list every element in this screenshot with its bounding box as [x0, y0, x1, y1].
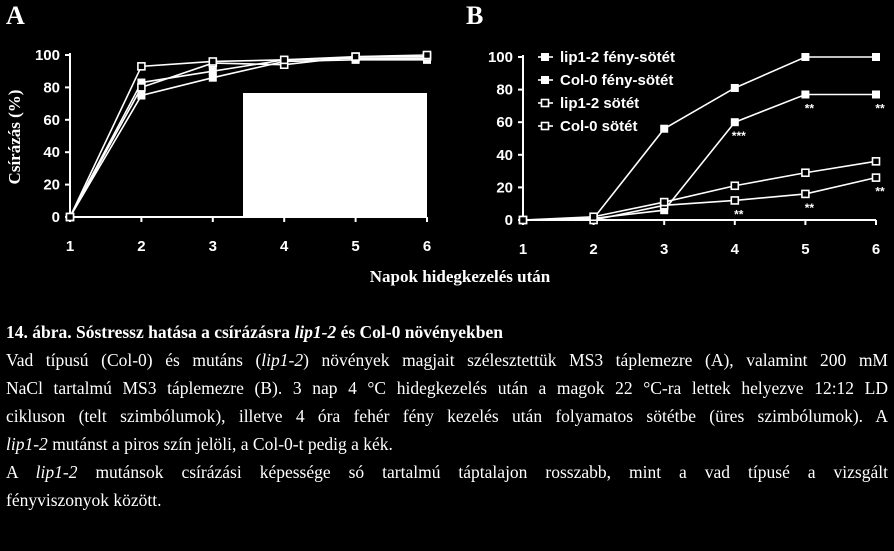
- data-point-col-0-dark: [209, 58, 216, 65]
- data-point-col-0-light-dark: [660, 125, 668, 133]
- significance-label: **: [875, 184, 885, 199]
- x-axis-label: Napok hidegkezelés után: [369, 267, 551, 286]
- y-axis-label: Csírázás (%): [5, 89, 24, 185]
- significance-label: **: [875, 101, 885, 116]
- data-point-col-0-light-dark: [731, 84, 739, 92]
- y-tick-label: 60: [496, 114, 513, 132]
- series-line-lip1-2-dark-b: [523, 178, 876, 220]
- x-tick-label: 5: [351, 238, 360, 255]
- legend-marker-col-0-light-dark: [541, 76, 549, 84]
- data-point-col-0-dark: [281, 56, 288, 63]
- y-tick-label: 100: [34, 47, 60, 64]
- legend-b: [538, 49, 675, 135]
- data-point-col-0-dark: [802, 169, 809, 176]
- x-tick-label: 4: [730, 241, 739, 258]
- significance-label: **: [734, 207, 744, 222]
- significance-label: **: [804, 200, 815, 215]
- legend-label-col-0-dark: Col-0 sötét: [560, 118, 638, 135]
- data-point-col-0-light-dark: [801, 53, 809, 61]
- x-tick-label: 1: [518, 241, 528, 258]
- y-tick-label: 40: [496, 146, 513, 164]
- caption-line-4: lip1-2 mutánst a piros szín jelöli, a Col-0-t pedig a kék.: [6, 434, 393, 454]
- chart-panel-a: [35, 47, 431, 255]
- data-point-col-0-dark: [352, 53, 359, 60]
- data-point-lip1-2-dark: [138, 84, 145, 91]
- caption-line-5: A lip1-2 mutánsok csírázási képessége só tartalmú táptalajon rosszabb, mint a vad típusé a vizsgált: [6, 462, 888, 482]
- data-point-col-0-dark: [590, 213, 597, 220]
- x-tick-label: 3: [660, 241, 669, 258]
- data-point-lip1-2-light-dark: [731, 118, 739, 126]
- y-tick-label: 80: [496, 81, 513, 99]
- y-tick-label: 80: [43, 79, 60, 97]
- data-point-col-0-dark: [424, 52, 431, 59]
- legend-marker-lip1-2-dark: [542, 100, 549, 107]
- data-point-col-0-dark: [520, 217, 527, 224]
- data-point-lip1-2-light-dark: [801, 90, 809, 98]
- panel-a-label: A: [6, 1, 25, 30]
- data-point-lip1-2-light-dark: [137, 92, 145, 100]
- data-point-col-0-dark: [138, 63, 145, 70]
- x-tick-label: 2: [589, 241, 598, 258]
- x-tick-label: 6: [422, 238, 432, 255]
- caption-title: 14. ábra. Sóstressz hatása a csírázásra lip1-2 és Col-0 növényekben: [6, 322, 503, 342]
- series-line-lip1-2-light-dark-b: [523, 94, 876, 220]
- legend-marker-col-0-dark: [542, 123, 549, 130]
- legend-label-col-0-light-dark: Col-0 fény-sötét: [560, 72, 674, 89]
- figure-caption: [6, 318, 888, 514]
- y-tick-label: 20: [496, 179, 513, 197]
- significance-label: ***: [731, 129, 746, 144]
- legend-box-a: [243, 93, 427, 217]
- caption-line-1: Vad típusú (Col-0) és mutáns (lip1-2) növények magjait szélesztettük MS3 táplemezre (A), valamint 200 mM: [6, 350, 888, 370]
- panel-b-label: B: [466, 1, 484, 30]
- legend-label-lip1-2-light-dark: lip1-2 fény-sötét: [560, 49, 676, 66]
- significance-label: **: [804, 101, 815, 116]
- data-point-lip1-2-dark: [731, 197, 738, 204]
- caption-line-3: cikluson (telt szimbólumok), illetve 4 óra fehér fény kezelés után folyamatos sötétbe (üres szimbólumok). A: [6, 406, 888, 426]
- legend-marker-lip1-2-light-dark: [541, 53, 549, 61]
- caption-line-6: fényviszonyok között.: [6, 490, 162, 510]
- data-point-col-0-dark: [731, 182, 738, 189]
- data-point-col-0-dark: [67, 214, 74, 221]
- y-tick-label: 40: [43, 144, 60, 162]
- y-tick-label: 20: [43, 176, 60, 194]
- x-tick-label: 3: [208, 238, 217, 255]
- data-point-col-0-light-dark: [209, 67, 217, 75]
- y-tick-label: 100: [487, 49, 513, 66]
- y-tick-label: 60: [43, 111, 60, 129]
- x-tick-label: 6: [871, 241, 881, 258]
- data-point-col-0-dark: [661, 199, 668, 206]
- x-tick-label: 4: [280, 238, 289, 255]
- data-point-col-0-dark: [873, 158, 880, 165]
- data-point-lip1-2-dark: [802, 190, 809, 197]
- y-tick-label: 0: [51, 209, 60, 226]
- data-point-lip1-2-light-dark: [872, 90, 880, 98]
- y-tick-label: 0: [504, 212, 513, 229]
- legend-label-lip1-2-dark: lip1-2 sötét: [560, 95, 640, 112]
- x-tick-label: 5: [801, 241, 810, 258]
- data-point-col-0-light-dark: [872, 53, 880, 61]
- x-tick-label: 1: [65, 238, 75, 255]
- x-tick-label: 2: [137, 238, 146, 255]
- data-point-lip1-2-dark: [873, 174, 880, 181]
- caption-line-2: NaCl tartalmú MS3 táplemezre (B). 3 nap 4 °C hidegkezelés után a magok 22 °C-ra lettek helyezve 12:12 LD: [6, 378, 888, 398]
